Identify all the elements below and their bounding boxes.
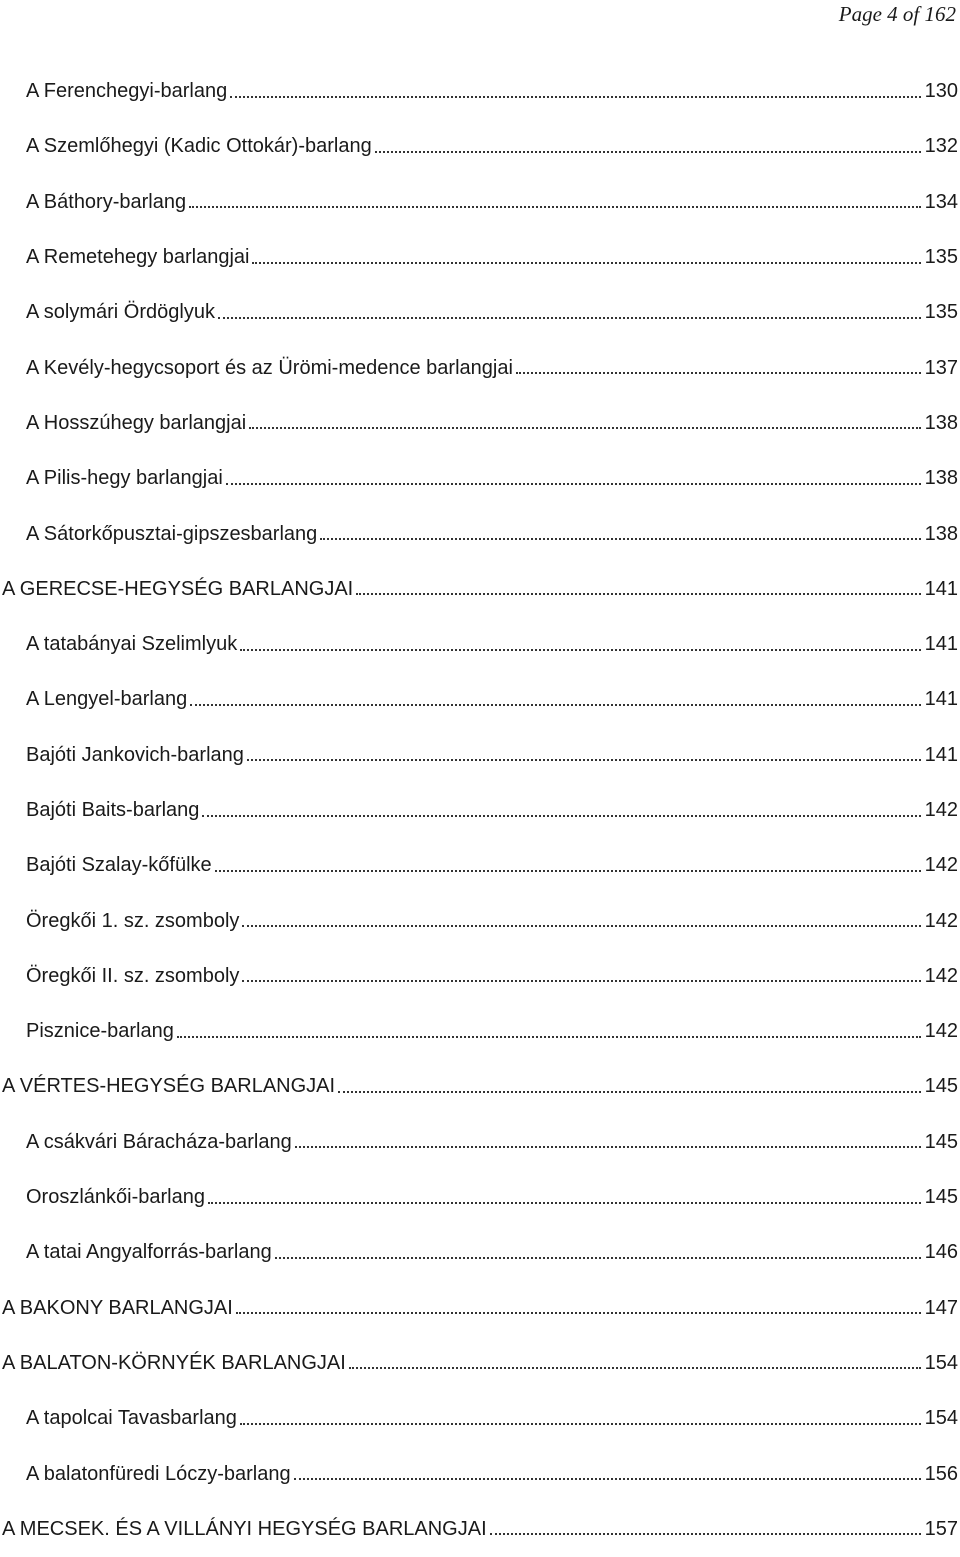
toc-entry-page: 142 [924,909,958,932]
toc-entry-page: 141 [924,633,958,656]
toc-entry-page: 145 [924,1186,958,1209]
toc-entry-page: 142 [924,854,958,877]
toc-entry-page: 138 [924,522,958,545]
dot-leader [202,815,920,817]
toc-entry-page: 142 [924,964,958,987]
dot-leader [226,483,921,485]
toc-entry[interactable] [0,506,958,561]
toc-entry-page: 154 [924,1407,958,1430]
dot-leader [320,538,920,540]
table-of-contents [0,64,958,1557]
dot-leader [247,759,921,761]
toc-entry-page: 138 [924,411,958,434]
toc-entry-page: 142 [924,799,958,821]
toc-entry[interactable] [0,175,958,230]
toc-entry[interactable] [0,783,958,838]
toc-entry[interactable] [0,340,958,395]
toc-entry-title: A Szemlőhegyi (Kadic Ottokár)-barlang [26,135,372,158]
toc-entry[interactable] [0,1170,958,1225]
toc-entry-title: A Ferenchegyi-barlang [26,80,228,103]
toc-entry-title: A Lengyel-barlang [26,688,188,711]
dot-leader [240,649,920,651]
dot-leader [230,96,920,98]
toc-entry[interactable] [0,562,958,617]
toc-entry[interactable] [0,1225,958,1280]
dot-leader [218,317,921,319]
toc-entry-page: 132 [924,135,958,158]
toc-entry[interactable] [0,64,958,119]
toc-entry-page: 157 [924,1517,958,1540]
page-current: 4 [887,2,898,26]
page-total: 162 [924,2,956,26]
toc-entry-page: 156 [924,1462,958,1485]
toc-entry-title: A csákvári Báracháza-barlang [26,1130,292,1153]
toc-entry-page: 130 [924,80,958,103]
toc-entry[interactable] [0,1281,958,1336]
toc-entry-page: 145 [924,1075,958,1098]
dot-leader [215,870,921,872]
toc-entry-title: A BAKONY BARLANGJAI [2,1296,233,1319]
toc-entry[interactable] [0,230,958,285]
toc-entry-page: 141 [924,577,958,600]
toc-entry-page: 142 [924,1020,958,1043]
dot-leader [516,372,921,374]
dot-leader [208,1202,921,1204]
dot-leader [190,704,920,706]
dot-leader [349,1367,921,1369]
dot-leader [356,593,920,595]
dot-leader [249,427,920,429]
toc-entry[interactable] [0,617,958,672]
toc-entry-page: 146 [924,1241,958,1264]
toc-entry-title: Öregkői 1. sz. zsomboly [26,909,240,932]
dot-leader [375,151,921,153]
toc-entry[interactable] [0,119,958,174]
toc-entry-title: A Hosszúhegy barlangjai [26,411,247,434]
toc-entry-title: A MECSEK. ÉS A VILLÁNYI HEGYSÉG BARLANGJAI [2,1517,487,1540]
toc-entry[interactable] [0,672,958,727]
toc-entry-title: Bajóti Szalay-kőfülke [26,854,212,877]
toc-entry-page: 135 [924,301,958,324]
toc-entry[interactable] [0,396,958,451]
dot-leader [236,1312,921,1314]
dot-leader [252,262,920,264]
page-header [839,0,956,28]
toc-entry-page: 145 [924,1130,958,1153]
toc-entry-title: Oroszlánkői-barlang [26,1186,205,1209]
toc-entry-title: Bajóti Baits-barlang [26,799,200,821]
toc-entry-page: 154 [924,1351,958,1374]
dot-leader [242,925,920,927]
dot-leader [189,206,921,208]
toc-entry[interactable] [0,838,958,893]
page-label: Page [838,2,882,26]
toc-entry[interactable] [0,1336,958,1391]
toc-entry-page: 147 [924,1296,958,1319]
toc-entry-title: A Kevély-hegycsoport és az Ürömi-medence barlangjai [26,356,513,379]
toc-entry[interactable] [0,1115,958,1170]
toc-entry-title: A Remetehegy barlangjai [26,246,250,269]
toc-entry-title: A tatai Angyalforrás-barlang [26,1241,272,1264]
toc-entry-page: 134 [924,190,958,213]
toc-entry-title: A GERECSE-HEGYSÉG BARLANGJAI [2,577,354,600]
toc-entry[interactable] [0,1502,958,1557]
dot-leader [275,1257,921,1259]
toc-entry-title: A BALATON-KÖRNYÉK BARLANGJAI [2,1351,346,1374]
page-of-label: of [902,2,920,26]
toc-entry-title: Bajóti Jankovich-barlang [26,743,244,766]
toc-entry[interactable] [0,893,958,948]
toc-entry-title: Pisznice-barlang [26,1020,174,1043]
toc-entry-page: 138 [924,467,958,490]
toc-entry-title: A Sátorkőpusztai-gipszesbarlang [26,522,318,545]
toc-entry[interactable] [0,285,958,340]
toc-entry-title: A solymári Ördöglyuk [26,301,215,324]
toc-entry[interactable] [0,728,958,783]
toc-entry-page: 135 [924,246,958,269]
toc-entry-page: 141 [924,688,958,711]
dot-leader [338,1091,921,1093]
toc-entry[interactable] [0,451,958,506]
toc-entry[interactable] [0,1391,958,1446]
dot-leader [240,1423,921,1425]
dot-leader [295,1146,921,1148]
toc-entry[interactable] [0,949,958,1004]
toc-entry[interactable] [0,1004,958,1059]
toc-entry-title: A Báthory-barlang [26,190,187,213]
toc-entry-title: A balatonfüredi Lóczy-barlang [26,1462,291,1485]
dot-leader [294,1478,921,1480]
toc-entry-title: A VÉRTES-HEGYSÉG BARLANGJAI [2,1075,336,1098]
dot-leader [490,1533,921,1535]
toc-entry-page: 141 [924,743,958,766]
toc-entry-title: A tatabányai Szelimlyuk [26,633,238,656]
toc-entry-title: A Pilis-hegy barlangjai [26,467,223,490]
toc-entry[interactable] [0,1446,958,1501]
toc-entry[interactable] [0,1059,958,1114]
toc-entry-page: 137 [924,356,958,379]
dot-leader [242,980,920,982]
toc-entry-title: Öregkői II. sz. zsomboly [26,964,240,987]
toc-entry-title: A tapolcai Tavasbarlang [26,1407,237,1430]
dot-leader [177,1036,921,1038]
